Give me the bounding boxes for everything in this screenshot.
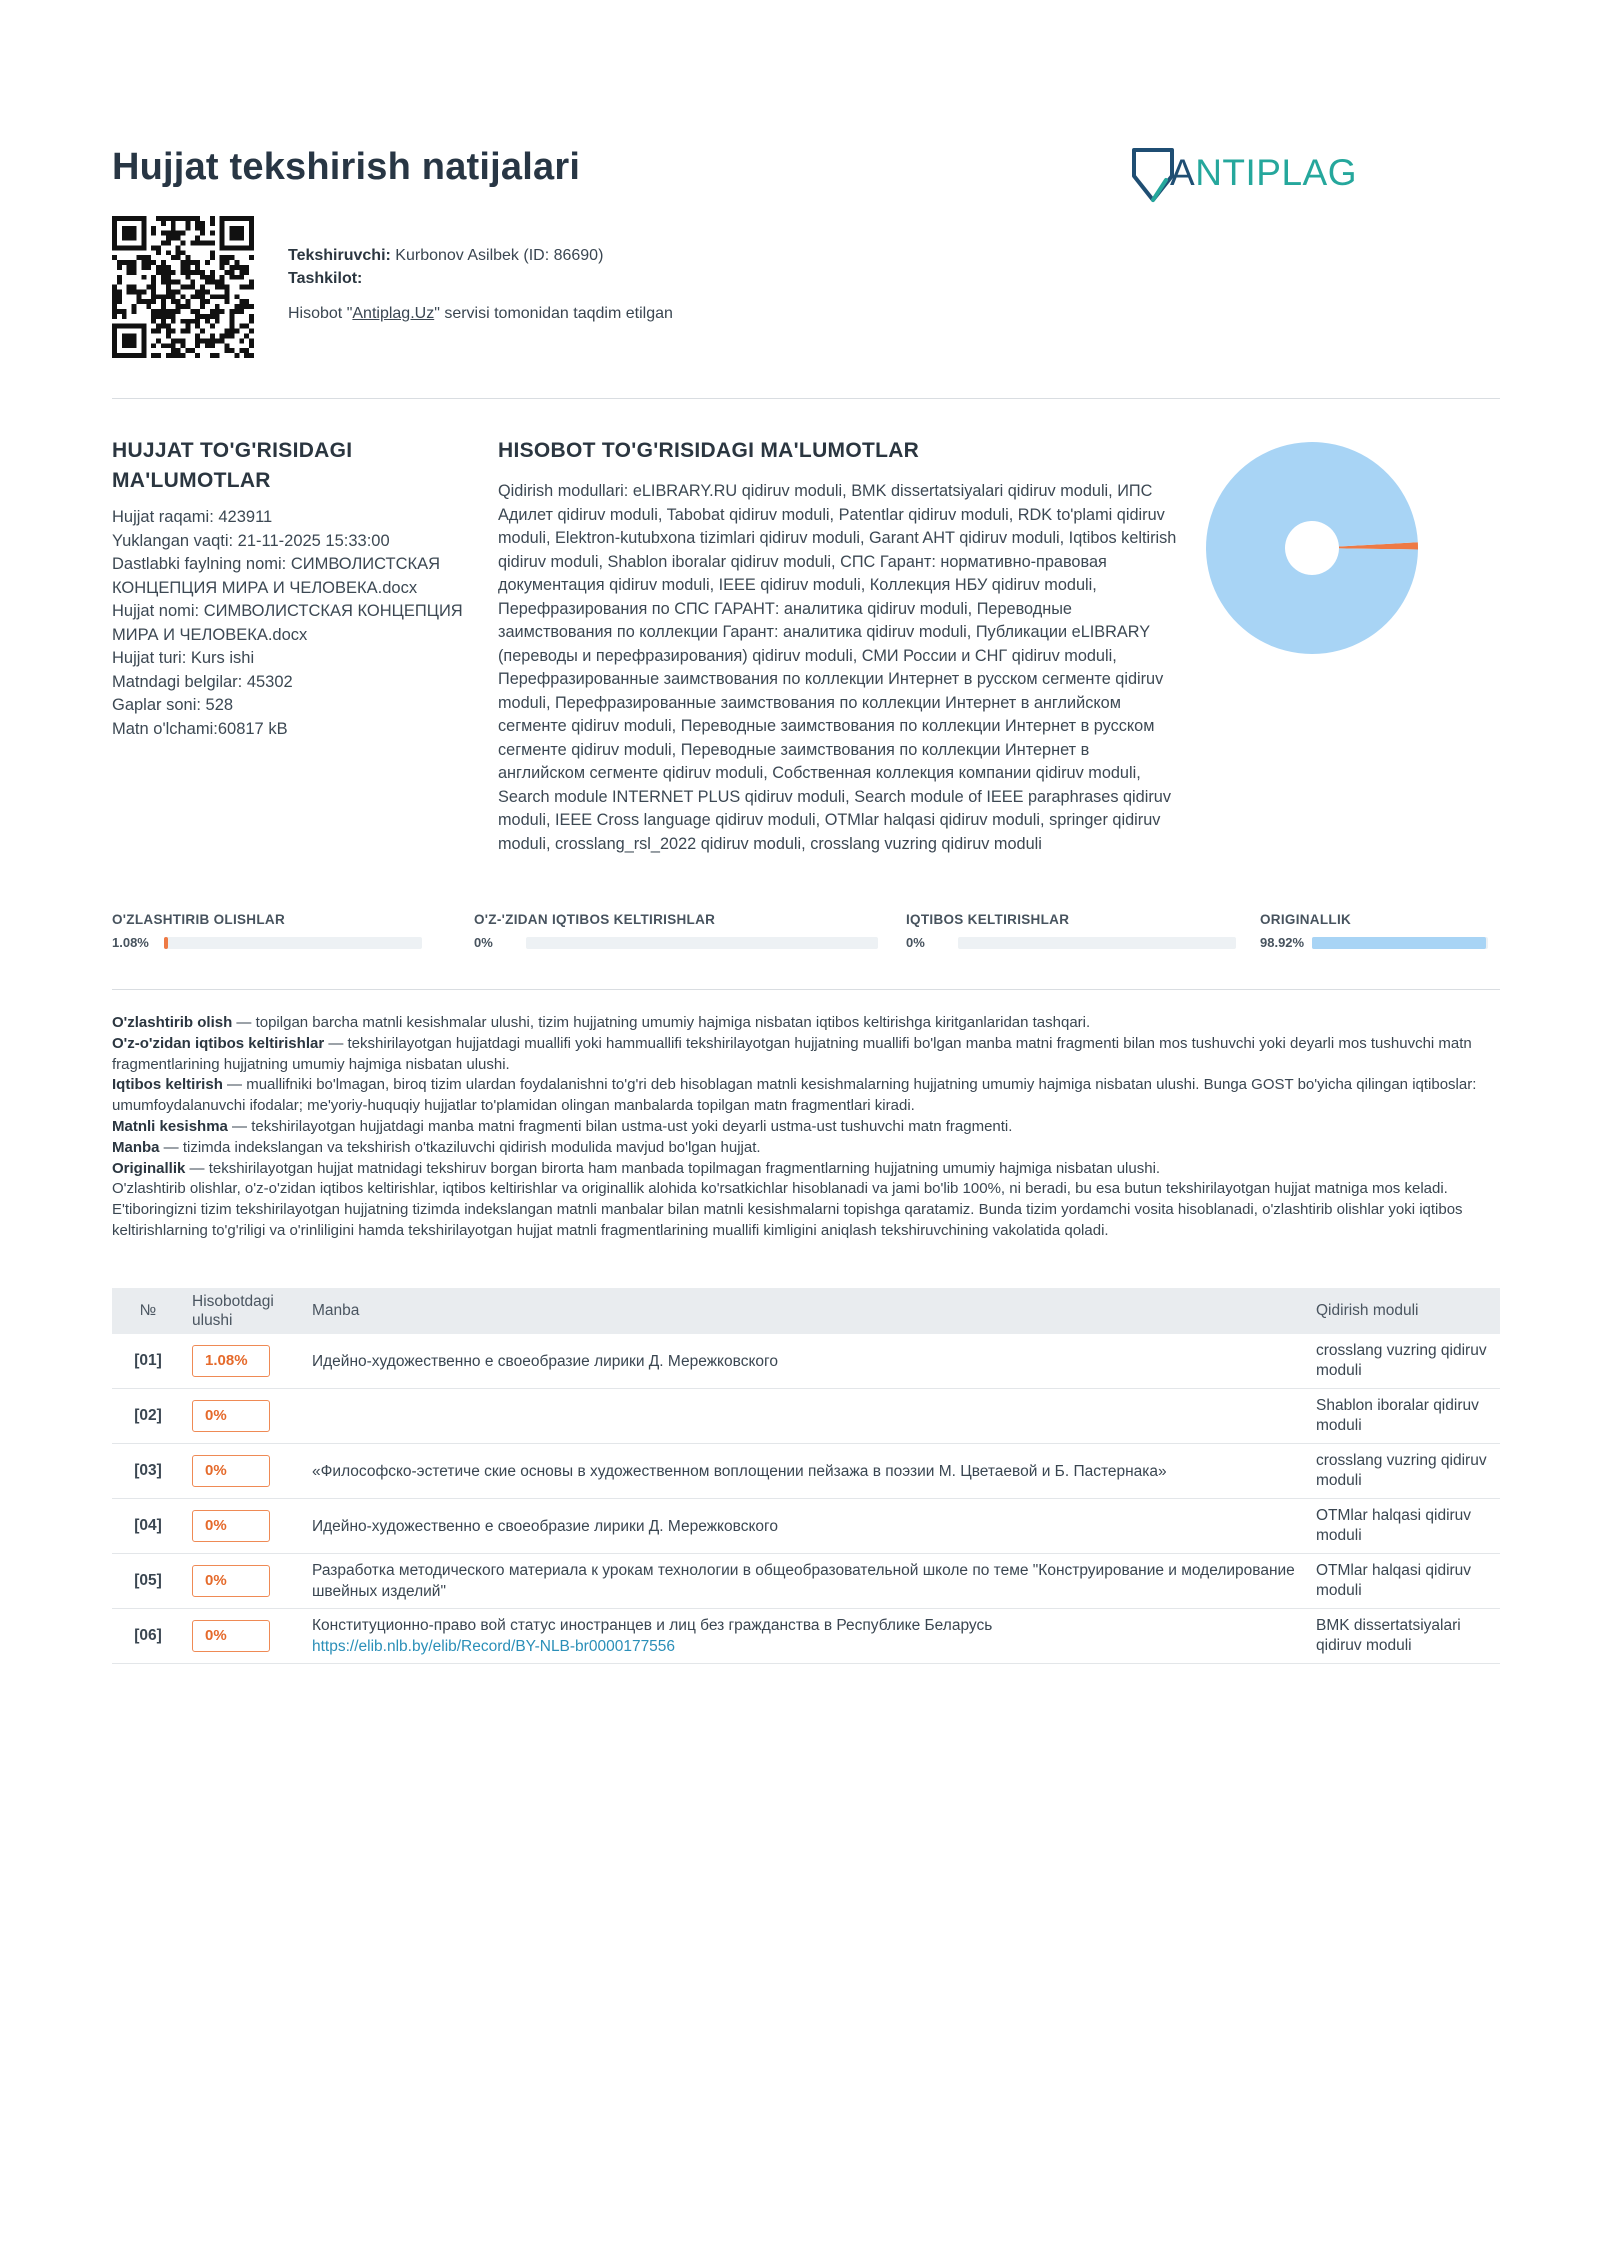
stat-value-row xyxy=(906,935,1236,950)
row-source-cell xyxy=(304,1461,1308,1482)
table-row[interactable] xyxy=(112,1609,1500,1664)
stat-label: O'ZLASHTIRIB OLISHLAR xyxy=(112,912,285,927)
row-number: [06] xyxy=(134,1627,162,1644)
stat-item xyxy=(112,912,422,950)
row-module: crosslang vuzring qidiruv moduli xyxy=(1316,1342,1487,1379)
row-source-cell xyxy=(304,1560,1308,1602)
definition-text: — tizimda indekslangan va tekshirish o'tkaziluvchi qidirish modulida mavjud bo'lgan hujjat. xyxy=(159,1138,761,1156)
share-badge: 0% xyxy=(192,1400,270,1432)
page-title: Hujjat tekshirish natijalari xyxy=(112,146,581,188)
stat-item xyxy=(1260,912,1488,950)
stat-value: 98.92% xyxy=(1260,935,1305,950)
share-badge: 1.08% xyxy=(192,1345,270,1377)
table-body xyxy=(112,1334,1500,1664)
document-info-row: Matn o'lchami:60817 kB xyxy=(112,719,288,738)
share-badge: 0% xyxy=(192,1510,270,1542)
antiplag-logo xyxy=(1130,140,1370,206)
definition-paragraph xyxy=(112,1034,1500,1076)
stat-bar xyxy=(958,937,1236,949)
definition-paragraph xyxy=(112,1138,1500,1159)
document-info-heading: HUJJAT TO'G'RISIDAGI MA'LUMOTLAR xyxy=(112,439,353,492)
document-info-row: Dastlabki faylning nomi: СИМВОЛИСТСКАЯ КОНЦЕПЦИЯ МИРА И ЧЕЛОВЕКА.docx xyxy=(112,555,441,597)
share-badge: 0% xyxy=(192,1455,270,1487)
stat-value: 0% xyxy=(906,935,925,950)
definition-text: — muallifniki bo'lmagan, biroq tizim ulardan foydalanishni to'g'ri deb hisoblagan matnli kesishmalarning hujjatning umumiy hajmiga nisbatan ulushi. Bunga GOST bo'yicha qilingan iqtiboslar: umumfoydalanuvchi ifodalar; me'yoriy-huquqiy hujjatlar to'plamidan olingan manbalarda topilgan matn fragmentlari kiradi. xyxy=(112,1076,1477,1115)
definition-text: — tekshirilayotgan hujjatdagi muallifi yoki hammuallifi tekshirilayotgan hujjatning muallifi bo'lgan manba matni fragmenti bilan mos tushuvchi yoki deyarli mos tushuvchi matn fragmentlarining hujjatning umumiy hajmiga nisbatan ulushi. xyxy=(112,1034,1472,1073)
document-info-section xyxy=(112,436,472,741)
definition-text: — tekshirilayotgan hujjat matnidagi tekshiruv borgan birorta ham manbada topilmagan fragmentlarning hujjatning umumiy hajmiga nisbatan ulushi. xyxy=(185,1159,1161,1177)
document-info-row: Hujjat turi: Kurs ishi xyxy=(112,649,255,667)
table-row[interactable] xyxy=(112,1499,1500,1554)
definitions-section xyxy=(112,1013,1500,1242)
definition-text: — topilgan barcha matnli kesishmalar ulushi, tizim hujjatning umumiy hajmiga nisbatan iqtibos keltirishga kiritganlaridan tashqari. xyxy=(232,1014,1091,1031)
document-info-row: Gaplar soni: 528 xyxy=(112,696,234,714)
source-link[interactable]: https://elib.nlb.by/elib/Record/BY-NLB-br0000177556 xyxy=(312,1638,676,1655)
stat-item xyxy=(906,912,1236,950)
source-title: Идейно-художественно е своеобразие лирики Д. Мережковского xyxy=(312,1517,778,1535)
sources-table xyxy=(112,1288,1500,1664)
document-info-row: Yuklangan vaqti: 21-11-2025 15:33:00 xyxy=(112,531,390,550)
definition-paragraph xyxy=(112,1013,1500,1034)
header-module: Qidirish moduli xyxy=(1316,1302,1419,1319)
logo-text: NTIPLAG xyxy=(1195,152,1358,193)
stat-value: 1.08% xyxy=(112,935,149,950)
table-row[interactable] xyxy=(112,1444,1500,1499)
definition-term: Manba xyxy=(112,1138,160,1156)
stat-item xyxy=(474,912,878,950)
row-share-cell xyxy=(184,1455,304,1487)
checker-value: Kurbonov Asilbek (ID: 86690) xyxy=(390,247,604,264)
source-title: Идейно-художественно е своеобразие лирики Д. Мережковского xyxy=(312,1352,778,1370)
definition-paragraph xyxy=(112,1200,1500,1242)
stat-bar-fill xyxy=(164,937,168,949)
qr-code xyxy=(112,216,254,358)
header-share: Hisobotdagi ulushi xyxy=(192,1293,274,1329)
row-module: OTMlar halqasi qidiruv moduli xyxy=(1316,1507,1472,1544)
row-share-cell xyxy=(184,1565,304,1597)
definition-term: Originallik xyxy=(112,1159,186,1177)
table-row[interactable] xyxy=(112,1334,1500,1389)
row-number: [02] xyxy=(134,1407,162,1424)
stat-value-row xyxy=(112,935,422,950)
definition-term: Iqtibos keltirish xyxy=(112,1076,223,1094)
stat-value-row xyxy=(1260,935,1488,950)
originality-donut-chart xyxy=(1204,440,1420,656)
header-num: № xyxy=(139,1302,157,1319)
stat-label: ORIGINALLIK xyxy=(1260,912,1352,927)
definition-text: — tekshirilayotgan hujjatdagi manba matni fragmenti bilan ustma-ust yoki deyarli ustma-ust tushuvchi matn fragmenti. xyxy=(227,1117,1013,1135)
source-title: Разработка методического материала к урокам технологии в общеобразовательной школе по теме "Конструирование и моделирование швейных изделий" xyxy=(312,1562,1295,1600)
row-source-cell xyxy=(304,1615,1308,1657)
document-info-row: Hujjat nomi: СИМВОЛИСТСКАЯ КОНЦЕПЦИЯ МИРА И ЧЕЛОВЕКА.docx xyxy=(112,602,463,644)
definition-paragraph xyxy=(112,1075,1500,1117)
definition-term: O'z-o'zidan iqtibos keltirishlar xyxy=(112,1034,325,1052)
row-number: [05] xyxy=(134,1572,162,1589)
row-number: [04] xyxy=(134,1517,162,1534)
stat-bar-fill xyxy=(1312,937,1486,949)
row-share-cell xyxy=(184,1620,304,1652)
document-info-row: Hujjat raqami: 423911 xyxy=(112,508,273,526)
checker-label: Tekshiruvchi: xyxy=(288,247,391,264)
row-share-cell xyxy=(184,1345,304,1377)
report-info-section xyxy=(498,436,1178,856)
row-share-cell xyxy=(184,1510,304,1542)
row-number: [03] xyxy=(134,1462,162,1479)
report-info-heading: HISOBOT TO'G'RISIDAGI MA'LUMOTLAR xyxy=(498,439,920,462)
definition-paragraph xyxy=(112,1159,1500,1180)
stat-label: IQTIBOS KELTIRISHLAR xyxy=(906,912,1070,927)
stat-bar xyxy=(1312,937,1488,949)
checker-info xyxy=(288,244,673,325)
logo-letter: A xyxy=(1170,152,1196,193)
definition-paragraph xyxy=(112,1117,1500,1138)
definition-paragraph xyxy=(112,1179,1500,1200)
table-row[interactable] xyxy=(112,1554,1500,1609)
definition-text: O'zlashtirib olishlar, o'z-o'zidan iqtibos keltirishlar, iqtibos keltirishlar va originallik alohida ko'rsatkichlar hisoblanadi va jami bo'lib 100%, ni beradi, bu esa butun tekshirilayotgan hujjat matniga mos keladi. xyxy=(112,1180,1448,1198)
stat-bar xyxy=(526,937,878,949)
share-badge: 0% xyxy=(192,1620,270,1652)
row-share-cell xyxy=(184,1400,304,1432)
divider xyxy=(112,989,1500,990)
header-source: Manba xyxy=(312,1302,360,1319)
document-info-rows xyxy=(112,506,472,741)
table-header xyxy=(112,1288,1500,1334)
stat-value-row xyxy=(474,935,878,950)
definition-term: Matnli kesishma xyxy=(112,1117,228,1135)
provided-by-line: Hisobot "Antiplag.Uz" servisi tomonidan taqdim etilgan xyxy=(288,305,673,322)
stat-bar xyxy=(164,937,422,949)
antiplag-link[interactable]: Antiplag.Uz xyxy=(352,305,435,322)
row-source-cell xyxy=(304,1351,1308,1372)
table-row[interactable] xyxy=(112,1389,1500,1444)
row-source-cell xyxy=(304,1516,1308,1537)
row-module: BMK dissertatsiyalari qidiruv moduli xyxy=(1316,1617,1461,1654)
divider xyxy=(112,398,1500,399)
stat-value: 0% xyxy=(474,935,493,950)
source-title: «Философско-эстетиче ские основы в художественном воплощении пейзажа в поэзии М. Цветаевой и Б. Пастернака» xyxy=(312,1462,1167,1480)
organization-label: Tashkilot: xyxy=(288,270,363,287)
row-module: crosslang vuzring qidiruv moduli xyxy=(1316,1452,1487,1489)
row-number: [01] xyxy=(134,1352,162,1369)
organization-line xyxy=(288,267,673,290)
stat-label: O'Z-'ZIDAN IQTIBOS KELTIRISHLAR xyxy=(474,912,716,927)
source-title: Конституционно-право вой статус иностранцев и лиц без гражданства в Республике Беларусь xyxy=(312,1617,993,1634)
definition-term: O'zlashtirib olish xyxy=(112,1014,233,1031)
row-module: Shablon iboralar qidiruv moduli xyxy=(1316,1397,1479,1434)
row-module: OTMlar halqasi qidiruv moduli xyxy=(1316,1562,1472,1599)
checker-line xyxy=(288,244,673,267)
search-modules-text: Qidirish modullari: eLIBRARY.RU qidiruv moduli, BMK dissertatsiyalari qidiruv moduli, ИПС Адилет qidiruv moduli, Tabobat qidiruv moduli, Patentlar qidiruv moduli, RDK to'plami qidiruv moduli, Elektron-kutubxona tizimlari qidiruv moduli, Garant AHT qidiruv moduli, Iqtibos keltirish qidiruv moduli, Shablon iboralar qidiruv moduli, СПС Гарант: нормативно-правовая документация qidiruv moduli, IEEE qidiruv moduli, Коллекция НБУ qidiruv moduli, Перефразирования по СПС ГАРАНТ: аналитика qidiruv moduli, Переводные заимствования по коллекции Гарант: аналитика qidiruv moduli, Публикации eLIBRARY (переводы и перефразирования) qidiruv moduli, СМИ России и СНГ qidiruv moduli, Перефразированные заимствования по коллекции Интернет в русском сегменте qidiruv moduli, Перефразированные заимствования по коллекции Интернет в английском сегменте qidiruv moduli, Переводные заимствования по коллекции Интернет в русском сегменте qidiruv moduli, Переводные заимствования по коллекции Интернет в английском сегменте qidiruv moduli, Собственная коллекция компании qidiruv moduli, Search module INTERNET PLUS qidiruv moduli, Search module of IEEE paraphrases qidiruv moduli, IEEE Cross language qidiruv moduli, OTMlar halqasi qidiruv moduli, springer qidiruv moduli, crosslang_rsl_2022 qidiruv moduli, crosslang vuzring qidiruv moduli xyxy=(498,482,1177,853)
share-badge: 0% xyxy=(192,1565,270,1597)
definition-text: E'tiboringizni tizim tekshirilayotgan hujjatning tizimda indekslangan matnli manbalar bilan matnli kesishmalarni topishga qaratamiz. Bunda tizim yordamchi vosita hisoblanadi, o'zlashtirib olishlar yoki iqtibos keltirishlarning to'g'riligi va o'rinliligini hamda tekshirilayotgan hujjat matnli fragmentlarining muallifi kimligini aniqlash tekshiruvchining vakolatida qoladi. xyxy=(112,1201,1463,1239)
document-info-row: Matndagi belgilar: 45302 xyxy=(112,672,293,691)
